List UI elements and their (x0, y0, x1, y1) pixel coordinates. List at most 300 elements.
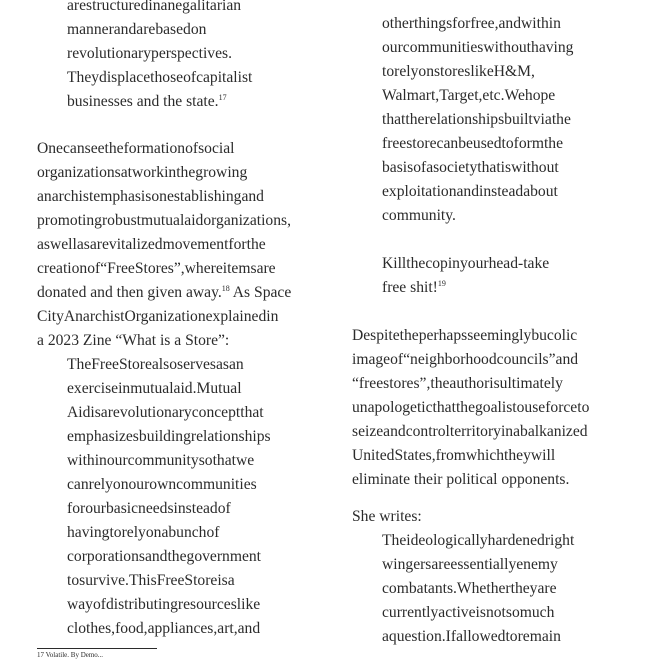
word: an (160, 0, 176, 14)
word: aid. (173, 380, 197, 397)
word: of (413, 159, 427, 176)
word: that (240, 404, 264, 421)
word: based (155, 21, 191, 38)
word: Store (184, 572, 218, 589)
word: seize (352, 423, 384, 440)
word: Despite (352, 327, 400, 344)
word: we (235, 452, 255, 469)
quote-line (382, 84, 637, 108)
quote-line (67, 617, 323, 641)
word: government (186, 548, 262, 565)
word: perhaps (418, 327, 468, 344)
word: basic (105, 500, 139, 517)
word: an (229, 356, 244, 373)
word: social (198, 140, 235, 157)
para-line (37, 257, 323, 281)
word: hardened (487, 532, 545, 549)
word: a (382, 628, 389, 645)
word: take (523, 255, 550, 272)
word: relationships (424, 111, 505, 128)
para-line-last: a 2023 Zine “What is a Store”: (37, 332, 230, 349)
word: balkanized (520, 423, 588, 440)
word: head- (488, 255, 524, 272)
quote-line (67, 377, 323, 401)
word: to (67, 572, 80, 589)
word: that (432, 399, 456, 416)
word: Free (156, 572, 185, 589)
quote-line (382, 156, 637, 180)
para-line (37, 161, 323, 185)
word: manner (67, 21, 114, 38)
word: remain (517, 628, 561, 645)
word: Walmart, (382, 87, 440, 104)
word: organizations (37, 164, 121, 181)
word: Organization (124, 308, 206, 325)
word: Free (91, 356, 119, 373)
quote-line (67, 449, 323, 473)
word: is (475, 604, 486, 621)
word: growing (195, 164, 248, 181)
word: structured (86, 0, 149, 14)
word: egalitarian (175, 0, 242, 14)
word: much (519, 604, 555, 621)
word: Anarchist (63, 308, 125, 325)
word: to (501, 135, 514, 152)
para-line (352, 396, 637, 420)
word: relationships (190, 428, 271, 445)
word: mutual (130, 380, 174, 397)
word: the (455, 399, 475, 416)
word: can (62, 140, 85, 157)
quote-line (382, 252, 637, 276)
word: are (256, 260, 276, 277)
word: capitalist (196, 69, 253, 86)
word: formation (123, 140, 186, 157)
word: to (382, 63, 395, 80)
word: stores (433, 63, 471, 80)
word: not (485, 604, 506, 621)
word: enemy (516, 556, 558, 573)
word: The (382, 532, 407, 549)
word: concept (191, 404, 241, 421)
word: Target, (439, 87, 483, 104)
word: built (504, 111, 533, 128)
word: right (544, 532, 575, 549)
word: in (447, 255, 460, 272)
para-line (37, 305, 323, 329)
para-line: donated and then given away.$^{18}$ As Space (37, 284, 292, 301)
word: in (266, 308, 279, 325)
word: corporations (67, 548, 145, 565)
word: are (537, 580, 557, 597)
word: and (113, 21, 137, 38)
word: needs (138, 500, 174, 517)
word: well (50, 236, 77, 253)
footnote-ref-17[interactable]: 17 (218, 93, 227, 102)
word: on (151, 188, 167, 205)
word: appliances, (147, 620, 218, 637)
word: The (67, 356, 92, 373)
quote-line (67, 473, 323, 497)
word: for (67, 500, 86, 517)
footnote-ref-19[interactable]: 19 (437, 279, 446, 288)
word: a (161, 524, 169, 541)
word: is (489, 375, 500, 392)
word: of (185, 140, 199, 157)
word: serves (177, 356, 216, 373)
word: of (87, 260, 101, 277)
word: the (405, 111, 425, 128)
word: seemingly (467, 327, 532, 344)
block-quote-continued (382, 12, 637, 228)
body-paragraph-free-stores (37, 137, 323, 353)
word: emphasizes (67, 428, 139, 445)
word: hope (524, 87, 556, 104)
word: way (67, 596, 93, 613)
she-writes-text: She writes: (352, 508, 422, 525)
word: communities (402, 39, 484, 56)
block-quote-top (67, 0, 323, 114)
word: a (100, 404, 108, 421)
word: anarchist (37, 188, 94, 205)
word: displace (99, 69, 151, 86)
word: rely (121, 524, 146, 541)
word: like (470, 63, 494, 80)
word: promoting (37, 212, 102, 229)
word: Kill (382, 255, 407, 272)
word: items (222, 260, 257, 277)
word: those (150, 69, 184, 86)
word: creation (37, 260, 88, 277)
word: stores”, (383, 375, 431, 392)
quote-line (382, 108, 637, 132)
word: Stores”, (134, 260, 185, 277)
word: and (383, 423, 406, 440)
word: One (37, 140, 63, 157)
quote-line (67, 66, 323, 90)
word: via (532, 111, 552, 128)
word: are (431, 556, 451, 573)
word: bucolic (531, 327, 578, 344)
word: instead (173, 500, 218, 517)
word: explained (205, 308, 267, 325)
para-line (352, 372, 637, 396)
word: author (449, 375, 490, 392)
word: community (127, 452, 199, 469)
word: as (37, 236, 50, 253)
word: and (144, 548, 168, 565)
word: so (198, 452, 213, 469)
word: within (521, 15, 561, 32)
word: ideologically (406, 532, 488, 549)
word: aid (184, 212, 204, 229)
word: on (418, 63, 434, 80)
word: that (477, 159, 501, 176)
word: rely (394, 63, 419, 80)
footnote-text-cutoff: 17 Volatile. By Demo... (37, 651, 104, 659)
word: for (228, 236, 247, 253)
quote-line (67, 425, 323, 449)
word: in (148, 0, 161, 14)
word: rely (88, 476, 113, 493)
word: so (505, 604, 520, 621)
para-line (352, 348, 637, 372)
word: goal (475, 399, 502, 416)
word: This (128, 572, 157, 589)
word: are (136, 21, 156, 38)
word: our (106, 452, 128, 469)
quote-line-last: businesses and the state.$^{17}$ (67, 93, 227, 110)
block-quote-free-store (67, 353, 323, 641)
word: We (504, 87, 525, 104)
word: can (67, 476, 89, 493)
word: survive. (79, 572, 129, 589)
word: free (382, 135, 407, 152)
she-writes-line (352, 505, 637, 529)
word: a (426, 159, 434, 176)
para-line-last: eliminate their political opponents. (352, 471, 570, 488)
word: the (406, 255, 426, 272)
word: Store (118, 356, 152, 373)
word: resources (177, 596, 237, 613)
word: is (217, 572, 228, 589)
word: unapologetic (352, 399, 433, 416)
word: “Free (100, 260, 135, 277)
word: they (510, 580, 538, 597)
word: the (399, 327, 419, 344)
word: on (190, 21, 207, 38)
word: in (500, 423, 514, 440)
word: to (109, 524, 122, 541)
word: allowed (456, 628, 506, 645)
word: which (465, 447, 505, 464)
word: and (237, 620, 261, 637)
word: “free (352, 375, 384, 392)
quote-line (382, 36, 637, 60)
word: the (551, 111, 571, 128)
word: to (512, 399, 525, 416)
word: art, (217, 620, 238, 637)
word: cop (425, 255, 448, 272)
word: are (67, 0, 87, 14)
word: ultimately (499, 375, 563, 392)
body-paragraph-despite (352, 324, 637, 492)
word: having (531, 39, 574, 56)
word: and (241, 188, 264, 205)
word: Whether (456, 580, 511, 597)
word: control (405, 423, 450, 440)
word: territory (449, 423, 501, 440)
word: from (435, 447, 466, 464)
word: exercise (67, 380, 119, 397)
word: a (227, 572, 235, 589)
word: work (132, 164, 165, 181)
word: currently (382, 604, 439, 621)
para-line (37, 137, 323, 161)
word: as (216, 356, 229, 373)
word: and (498, 15, 522, 32)
quote-line (382, 180, 637, 204)
word: essentially (450, 556, 517, 573)
quote-line (382, 60, 637, 84)
word: question. (388, 628, 446, 645)
word: your (459, 255, 489, 272)
quote-line-last: free shit!$^{19}$ (382, 279, 446, 296)
word: see (84, 140, 105, 157)
word: used (472, 135, 502, 152)
quote-line (67, 353, 323, 377)
word: will (530, 447, 556, 464)
word: the (246, 236, 266, 253)
word: force (545, 399, 578, 416)
word: of (217, 500, 231, 517)
word: establishing (166, 188, 242, 205)
word: building (138, 428, 191, 445)
quote-line (67, 593, 323, 617)
word: active (438, 604, 476, 621)
word: combatants. (382, 580, 457, 597)
block-quote-kill-the-cop (382, 252, 637, 300)
word: bunch (168, 524, 207, 541)
word: like (236, 596, 261, 613)
word: in (164, 164, 177, 181)
word: of (92, 596, 106, 613)
quote-line (382, 625, 637, 649)
word: revolutionary (107, 404, 192, 421)
quote-line (67, 401, 323, 425)
quote-line (382, 529, 637, 553)
para-line (352, 444, 637, 468)
word: “neighborhood (403, 351, 497, 368)
word: free, (470, 15, 499, 32)
word: the (543, 135, 564, 152)
word: basis (382, 159, 414, 176)
word: be (458, 135, 473, 152)
word: without (483, 39, 532, 56)
word: the (430, 375, 450, 392)
word: within (67, 452, 107, 469)
word: exploitation (382, 183, 457, 200)
word: to (577, 399, 590, 416)
para-line (37, 185, 323, 209)
word: the (104, 140, 124, 157)
word: about (523, 183, 558, 200)
quote-line (382, 553, 637, 577)
word: our (128, 476, 150, 493)
quote-line (67, 42, 323, 66)
word: revitalized (96, 236, 163, 253)
word: is (501, 399, 513, 416)
word: also (151, 356, 178, 373)
word: the (167, 548, 187, 565)
footnote-ref-18[interactable]: 18 (221, 284, 230, 293)
word: United (352, 447, 395, 464)
word: without (511, 159, 559, 176)
quote-line (382, 12, 637, 36)
word: Mutual (196, 380, 242, 397)
word: of (206, 524, 220, 541)
word: mutual (140, 212, 185, 229)
word: emphasis (93, 188, 152, 205)
word: our (85, 500, 106, 517)
word: for (452, 15, 471, 32)
word: and (456, 183, 480, 200)
word: City (37, 308, 64, 325)
word: of (390, 351, 404, 368)
word: they (504, 447, 531, 464)
word: a (513, 423, 521, 440)
word: of (183, 69, 197, 86)
para-line (37, 233, 323, 257)
word: If (445, 628, 457, 645)
word: the (176, 164, 196, 181)
word: to (505, 628, 518, 645)
word: is (500, 159, 512, 176)
word: things (414, 15, 453, 32)
word: on (145, 524, 162, 541)
word: on (112, 476, 129, 493)
word: a (89, 236, 97, 253)
word: as (76, 236, 90, 253)
word: H&M, (493, 63, 535, 80)
word: movement (162, 236, 229, 253)
quote-line (67, 521, 323, 545)
quote-line (382, 577, 637, 601)
word: society (433, 159, 478, 176)
quote-line (382, 132, 637, 156)
word: image (352, 351, 391, 368)
word: They (67, 69, 100, 86)
word: revolutionary (67, 45, 152, 62)
word: having (67, 524, 110, 541)
word: perspectives. (151, 45, 232, 62)
footnote-rule (37, 648, 157, 649)
word: in (118, 380, 131, 397)
word: councils” (496, 351, 556, 368)
word: food, (115, 620, 148, 637)
word: can (436, 135, 459, 152)
para-line (352, 420, 637, 444)
quote-line (67, 18, 323, 42)
block-quote-hardened (382, 529, 637, 649)
word: Aid (67, 404, 91, 421)
word: organizations, (203, 212, 291, 229)
quote-line (67, 569, 323, 593)
word: communities (176, 476, 257, 493)
word: wingers (382, 556, 432, 573)
quote-line (67, 0, 323, 18)
word: clothes, (67, 620, 116, 637)
word: other (382, 15, 415, 32)
quote-line (382, 601, 637, 625)
word: our (382, 39, 403, 56)
quote-line (67, 497, 323, 521)
word: is (90, 404, 101, 421)
word: robust (101, 212, 141, 229)
word: where (184, 260, 223, 277)
word: at (120, 164, 132, 181)
quote-line (67, 545, 323, 569)
word: that (382, 111, 406, 128)
word: form (513, 135, 544, 152)
word: and (555, 351, 579, 368)
para-line (352, 324, 637, 348)
quote-line-last: community. (382, 207, 456, 224)
para-line (37, 209, 323, 233)
word: own (149, 476, 177, 493)
word: instead (479, 183, 524, 200)
word: etc. (482, 87, 505, 104)
